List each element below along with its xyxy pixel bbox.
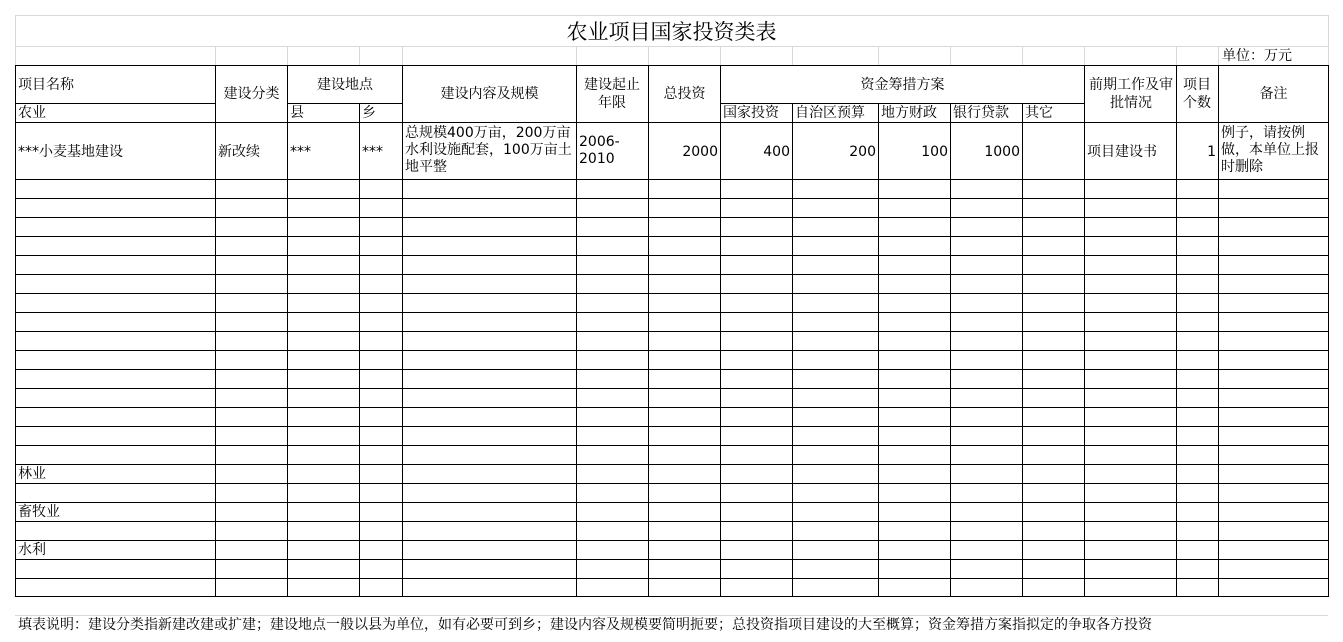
gridline: [1328, 15, 1329, 65]
gridline: [1218, 46, 1219, 65]
header-remark: 备注: [1259, 86, 1288, 102]
example-category[interactable]: 新改续: [218, 144, 260, 160]
example-content[interactable]: 总规模400万亩，200万亩水利设施配套，100万亩土地平整: [405, 125, 572, 175]
row-line: [15, 217, 1329, 218]
example-remark[interactable]: 例子，请按例做，本单位上报时删除: [1221, 125, 1319, 175]
gridline: [359, 46, 360, 65]
header-period: 建设起止年限: [584, 77, 640, 111]
header-count: 项目个数: [1183, 77, 1211, 111]
gridline: [1176, 46, 1177, 65]
row-line: [15, 540, 1329, 541]
section-water: 水利: [18, 542, 46, 558]
example-national[interactable]: 400: [763, 144, 790, 160]
gridline: [402, 46, 403, 65]
header-category: 建设分类: [223, 86, 280, 102]
header-project-name: 项目名称: [18, 77, 74, 93]
gridline: [648, 46, 649, 65]
row-line: [15, 445, 1329, 446]
gridline: [576, 46, 577, 65]
row-line: [15, 312, 1329, 313]
gridline: [215, 46, 216, 65]
header-content: 建设内容及规模: [440, 86, 539, 102]
gridline: [1084, 46, 1085, 65]
gridline: [287, 46, 288, 65]
row-line: [15, 521, 1329, 522]
row-line: [15, 559, 1329, 560]
example-bank[interactable]: 1000: [984, 144, 1020, 160]
example-period[interactable]: 2006-2010: [579, 134, 620, 167]
header-funding: 资金筹措方案: [860, 76, 945, 93]
header-split-line: [287, 103, 403, 104]
example-count[interactable]: 1: [1207, 144, 1216, 160]
gridline: [878, 46, 879, 65]
row-line: [15, 293, 1329, 294]
row-line: [15, 179, 1329, 180]
example-local[interactable]: 100: [921, 144, 948, 160]
header-other: 其它: [1025, 105, 1053, 121]
gridline: [720, 46, 721, 65]
example-township[interactable]: ***: [362, 144, 383, 160]
header-township: 乡: [362, 105, 376, 121]
row-line: [15, 255, 1329, 256]
row-line: [15, 369, 1329, 370]
header-national: 国家投资: [723, 105, 779, 121]
header-bank: 银行贷款: [953, 105, 1009, 121]
example-total[interactable]: 2000: [682, 144, 718, 160]
footnote: 填表说明：建设分类指新建改建或扩建；建设地点一般以县为单位，如有必要可到乡；建设内容及规模要简明扼要；总投资指项目建设的大至概算；资金筹措方案指拟定的争取各方投资: [18, 617, 1152, 633]
example-region[interactable]: 200: [849, 144, 876, 160]
row-line: [15, 578, 1329, 579]
row-line: [15, 464, 1329, 465]
gridline: [15, 15, 1328, 16]
header-location: 建设地点: [317, 76, 373, 93]
header-region: 自治区预算: [795, 105, 865, 121]
section-agriculture: 农业: [18, 105, 46, 121]
example-county[interactable]: ***: [290, 144, 311, 160]
row-line: [15, 274, 1329, 275]
example-name[interactable]: ***小麦基地建设: [18, 144, 123, 160]
header-total: 总投资: [663, 86, 706, 102]
gridline: [792, 46, 793, 65]
header-local: 地方财政: [881, 105, 937, 121]
row-line: [15, 198, 1329, 199]
row-line: [15, 350, 1329, 351]
example-prework[interactable]: 项目建设书: [1087, 144, 1157, 160]
row-line: [15, 331, 1329, 332]
table-border-bottom: [15, 596, 1329, 597]
header-prework: 前期工作及审批情况: [1089, 77, 1173, 111]
gridline: [1022, 46, 1023, 65]
row-line: [15, 407, 1329, 408]
row-line: [15, 483, 1329, 484]
gridline: [15, 46, 1328, 47]
unit-label: 单位：万元: [1222, 48, 1292, 64]
header-bottom-line: [15, 122, 1329, 123]
row-line: [15, 388, 1329, 389]
row-line: [15, 426, 1329, 427]
section-livestock: 畜牧业: [18, 504, 60, 520]
header-county: 县: [290, 105, 304, 121]
gridline: [950, 46, 951, 65]
table-title: 农业项目国家投资类表: [566, 20, 777, 44]
row-line: [15, 502, 1329, 503]
row-line: [15, 236, 1329, 237]
section-forestry: 林业: [18, 466, 46, 482]
